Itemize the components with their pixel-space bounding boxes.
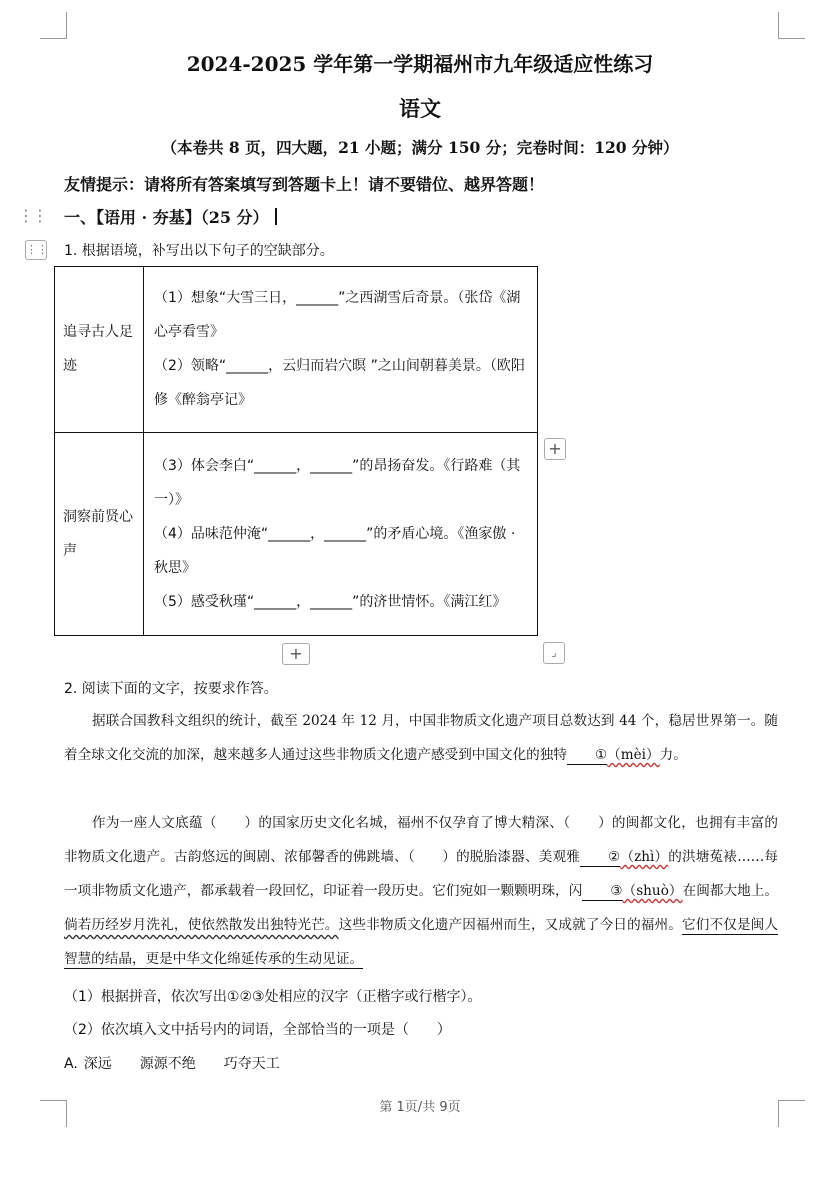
crop-mark-top-left	[40, 12, 67, 39]
sub-question-2: （2）依次填入文中括号内的词语，全部恰当的一项是（ ）	[64, 1022, 451, 1038]
fill-item[interactable]: （5）感受秋瑾“______，______”的济世情怀。《满江红》	[154, 593, 507, 610]
category-cell: 追寻古人足迹	[55, 267, 144, 433]
crop-mark-top-right	[778, 12, 805, 39]
text-cursor	[275, 208, 277, 225]
fill-in-table	[54, 266, 538, 636]
passage-paragraph-1: 据联合国教科文组织的统计，截至 2024 年 12 月，中国非物质文化遗产项目总数达到 44 个，稳居世界第一。随着全球文化交流的加深，越来越多人通过这些非物质文化遗产感受到中国文化的独特 ①（mèi）力。	[64, 713, 778, 763]
blank-3: ③	[582, 882, 622, 901]
fill-item[interactable]: （4）品味范仲淹“______，______”的矛盾心境。《渔家傲 · 秋思》	[154, 525, 516, 576]
fill-item[interactable]: （2）领略“______，云归而岩穴暝 ”之山间朝暮美景。（欧阳修《醉翁亭记》	[154, 358, 525, 409]
fill-item[interactable]: （3）体会李白“______，______”的昂扬奋发。《行路难（其一）》	[154, 457, 521, 508]
section-title[interactable]: 一、【语用 · 夯基】（25 分）	[64, 205, 277, 228]
table-row	[55, 432, 538, 635]
add-row-button[interactable]: +	[282, 643, 310, 665]
blank-1: ①	[567, 746, 607, 765]
option-a	[64, 1053, 308, 1073]
underlined-sentence: 它们不仅是闽人智慧的结晶，更是中华文化绵延传承的生动见证。	[64, 917, 779, 967]
resize-table-icon[interactable]: ⌟	[543, 642, 565, 664]
option-label: A.	[64, 1056, 78, 1072]
table-row	[55, 267, 538, 433]
question-2-prompt: 2. 阅读下面的文字，按要求作答。	[64, 681, 278, 697]
blank-2: ②	[580, 848, 620, 867]
page-footer: 第 1页/共 9页	[379, 1100, 461, 1115]
category-cell: 洞察前贤心声	[55, 432, 144, 635]
option-word: 源源不绝	[139, 1056, 196, 1072]
table-handle-icon[interactable]: ⋮⋮	[25, 240, 47, 260]
pinyin-2: （zhì）	[620, 849, 669, 865]
exam-meta: （本卷共 8 页，四大题，21 小题；满分 150 分；完卷时间：120 分钟）	[161, 138, 679, 157]
add-column-button[interactable]: +	[544, 438, 566, 460]
exam-title: 2024-2025 学年第一学期福州市九年级适应性练习	[186, 52, 654, 76]
sub-question-1: （1）根据拼音，依次写出①②③处相应的汉字（正楷字或行楷字）。	[64, 989, 482, 1005]
drag-handle-icon[interactable]: ⋮⋮	[18, 206, 46, 225]
items-cell	[144, 432, 538, 635]
items-cell	[144, 267, 538, 433]
question-1-prompt: 1. 根据语境，补写出以下句子的空缺部分。	[64, 243, 334, 259]
wavy-underlined-sentence: 倘若历经岁月洗礼，使依然散发出独特光芒。	[64, 917, 339, 933]
pinyin-1: （mèi）	[607, 747, 660, 763]
fill-item[interactable]: （1）想象“大雪三日，______”之西湖雪后奇景。（张岱《湖心亭看雪》	[154, 290, 521, 341]
exam-subject: 语文	[399, 96, 441, 121]
pinyin-3: （shuò）	[622, 883, 683, 899]
option-word: 巧夺天工	[223, 1056, 280, 1072]
option-word: 深远	[83, 1056, 112, 1072]
passage-paragraph-2: 作为一座人文底蕴（ ）的国家历史文化名城，福州不仅孕育了博大精深、（ ）的闽都文化，也拥有丰富的非物质文化遗产。古韵悠远的闽剧、浓郁馨香的佛跳墙、（ ）的脱胎漆器、美观雅 ②（zhì）的洪塘菟裱……每一项非物质文化遗产，都承载着一段回忆，印证着一段历史。它们宛如一颗颗明珠，闪 ③（shuò）在闽都大地上。倘若历经岁月洗礼，使依然散发出独特光芒。这些非物质文化遗产因福州而生，又成就了今日的福州。它们不仅是闽人智慧的结晶，更是中华文化绵延传承的生动见证。	[64, 815, 779, 967]
exam-tips: 友情提示：请将所有答案填写到答题卡上！请不要错位、越界答题！	[64, 175, 545, 194]
